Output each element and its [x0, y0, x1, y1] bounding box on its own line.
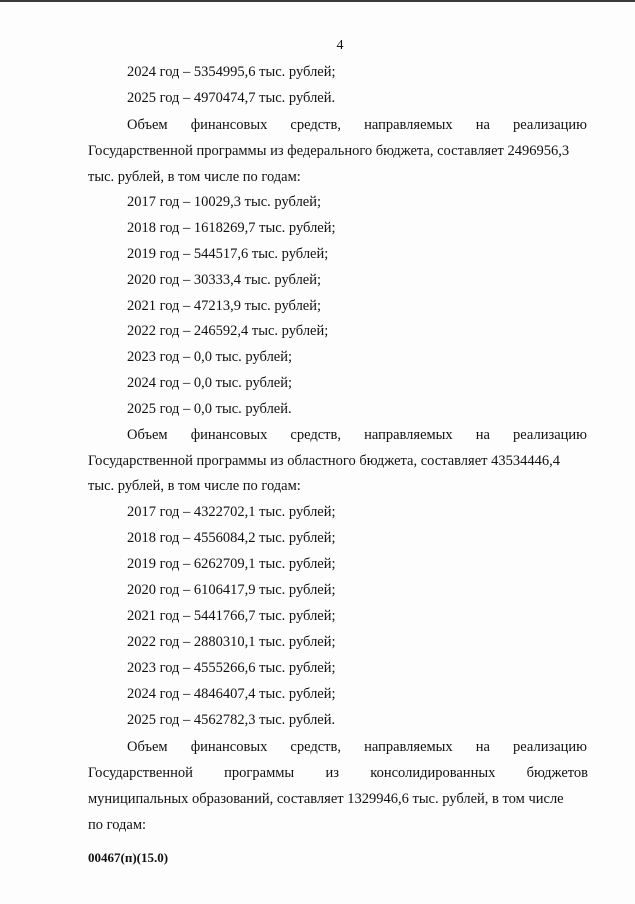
- regional-year-item: 2019 год – 6262709,1 тыс. рублей;: [127, 556, 336, 572]
- federal-intro-line: Объем финансовых средств, направляемых на реализацию: [127, 117, 587, 133]
- regional-year-item: 2018 год – 4556084,2 тыс. рублей;: [127, 530, 336, 546]
- municipal-intro-line: муниципальных образований, составляет 1329946,6 тыс. рублей, в том числе: [88, 791, 564, 807]
- federal-year-item: 2017 год – 10029,3 тыс. рублей;: [127, 194, 322, 210]
- regional-year-item: 2025 год – 4562782,3 тыс. рублей.: [127, 712, 336, 728]
- federal-year-item: 2019 год – 544517,6 тыс. рублей;: [127, 246, 329, 262]
- federal-intro-line: Государственной программы из федерального бюджета, составляет 2496956,3: [88, 143, 570, 159]
- federal-year-item: 2020 год – 30333,4 тыс. рублей;: [127, 272, 322, 288]
- document-code: 00467(п)(15.0): [88, 850, 169, 865]
- municipal-intro-line: Государственной программы из консолидированных бюджетов: [88, 765, 588, 781]
- federal-intro-line: тыс. рублей, в том числе по годам:: [88, 169, 301, 185]
- federal-year-item: 2021 год – 47213,9 тыс. рублей;: [127, 298, 322, 314]
- federal-year-item: 2018 год – 1618269,7 тыс. рублей;: [127, 220, 336, 236]
- regional-tail-item: 2024 год – 5354995,6 тыс. рублей;: [127, 64, 336, 80]
- scan-top-edge: [0, 0, 635, 2]
- federal-year-item: 2022 год – 246592,4 тыс. рублей;: [127, 323, 329, 339]
- regional-year-item: 2017 год – 4322702,1 тыс. рублей;: [127, 504, 336, 520]
- regional-year-item: 2021 год – 5441766,7 тыс. рублей;: [127, 608, 336, 624]
- municipal-intro-line: по годам:: [88, 817, 147, 833]
- regional-year-item: 2023 год – 4555266,6 тыс. рублей;: [127, 660, 336, 676]
- regional-year-item: 2022 год – 2880310,1 тыс. рублей;: [127, 634, 336, 650]
- regional-intro-line: Объем финансовых средств, направляемых на реализацию: [127, 427, 587, 443]
- regional-year-item: 2024 год – 4846407,4 тыс. рублей;: [127, 686, 336, 702]
- federal-year-item: 2023 год – 0,0 тыс. рублей;: [127, 349, 293, 365]
- regional-intro-line: тыс. рублей, в том числе по годам:: [88, 478, 301, 494]
- federal-year-item: 2024 год – 0,0 тыс. рублей;: [127, 375, 293, 391]
- municipal-intro-line: Объем финансовых средств, направляемых на реализацию: [127, 739, 587, 755]
- federal-year-item: 2025 год – 0,0 тыс. рублей.: [127, 401, 292, 417]
- page-number: 4: [336, 38, 344, 53]
- regional-intro-line: Государственной программы из областного бюджета, составляет 43534446,4: [88, 453, 560, 469]
- regional-year-item: 2020 год – 6106417,9 тыс. рублей;: [127, 582, 336, 598]
- regional-tail-item: 2025 год – 4970474,7 тыс. рублей.: [127, 90, 336, 106]
